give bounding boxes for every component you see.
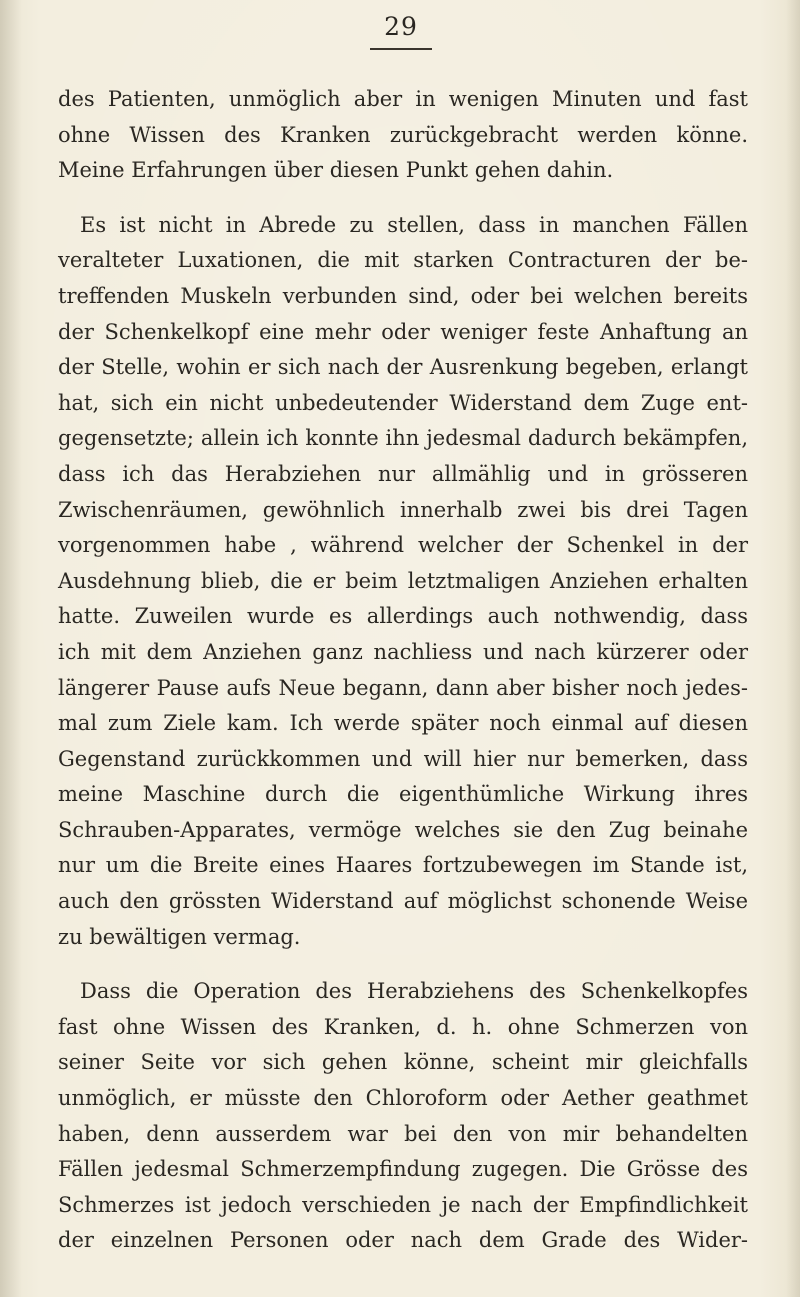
text-line: der einzelnen Personen oder nach dem Grade des Wider- (58, 1228, 748, 1253)
text-line: Zwischenräumen, gewöhnlich innerhalb zwei bis drei Tagen (58, 497, 748, 522)
text-line: Fällen jedesmal Schmerzempfindung zugegen. Die Grösse des (58, 1157, 748, 1182)
text-line: Schmerzes ist jedoch verschieden je nach der Empfindlichkeit (58, 1192, 748, 1217)
text-line: Es ist nicht in Abrede zu stellen, dass in manchen Fällen (80, 212, 748, 237)
page-number-underline (370, 48, 432, 50)
text-line: veralteter Luxationen, die mit starken Contracturen der be- (58, 248, 748, 273)
paragraph-2 (58, 208, 748, 955)
spine-shadow (0, 0, 22, 1297)
text-line: dass ich das Herabziehen nur allmählig und in grösseren (58, 461, 748, 486)
text-line: nur um die Breite eines Haares fortzubewegen im Stande ist, (58, 853, 748, 878)
text-line: Schrauben-Apparates, vermöge welches sie den Zug beinahe (58, 817, 748, 842)
text-line: treffenden Muskeln verbunden sind, oder bei welchen bereits (58, 283, 748, 308)
text-line: der Schenkelkopf eine mehr oder weniger feste Anhaftung an (58, 319, 748, 344)
text-line: längerer Pause aufs Neue begann, dann aber bisher noch jedes- (58, 675, 748, 700)
paragraph-1 (58, 82, 748, 189)
page-number: 29 (384, 12, 418, 41)
text-line: fast ohne Wissen des Kranken, d. h. ohne Schmerzen von (58, 1014, 748, 1039)
text-line: vorgenommen habe , während welcher der Schenkel in der (58, 533, 748, 558)
text-line: ohne Wissen des Kranken zurückgebracht werden könne. (58, 122, 748, 147)
text-line: mal zum Ziele kam. Ich werde später noch einmal auf diesen (58, 711, 748, 736)
text-line: seiner Seite vor sich gehen könne, scheint mir gleichfalls (58, 1050, 748, 1075)
text-line: auch den grössten Widerstand auf möglichst schonende Weise (58, 889, 748, 914)
text-line: der Stelle, wohin er sich nach der Ausrenkung begeben, erlangt (58, 355, 748, 380)
text-line: haben, denn ausserdem war bei den von mir behandelten (58, 1121, 748, 1146)
text-line: Ausdehnung blieb, die er beim letztmaligen Anziehen erhalten (58, 568, 748, 593)
text-line: Gegenstand zurückkommen und will hier nur bemerken, dass (58, 746, 748, 771)
text-line: ich mit dem Anziehen ganz nachliess und nach kürzerer oder (58, 639, 748, 664)
text-line: gegensetzte; allein ich konnte ihn jedesmal dadurch bekämpfen, (58, 426, 748, 451)
text-line: des Patienten, unmöglich aber in wenigen Minuten und fast (58, 87, 748, 111)
paragraph-3 (58, 974, 748, 1259)
text-line: hatte. Zuweilen wurde es allerdings auch nothwendig, dass (58, 604, 748, 629)
text-line: Meine Erfahrungen über diesen Punkt gehen dahin. (58, 158, 614, 183)
body-text (58, 82, 748, 1259)
paragraph-gap (58, 189, 748, 208)
text-line: Dass die Operation des Herabziehens des Schenkelkopfes (80, 979, 748, 1004)
text-line: zu bewältigen vermag. (58, 924, 301, 949)
page-edge-shadow (786, 0, 800, 1297)
text-line: meine Maschine durch die eigenthümliche Wirkung ihres (58, 782, 748, 807)
text-line: hat, sich ein nicht unbedeutender Widerstand dem Zuge ent- (58, 390, 748, 415)
text-line: unmöglich, er müsste den Chloroform oder Aether geathmet (58, 1086, 748, 1111)
paragraph-gap (58, 955, 748, 974)
